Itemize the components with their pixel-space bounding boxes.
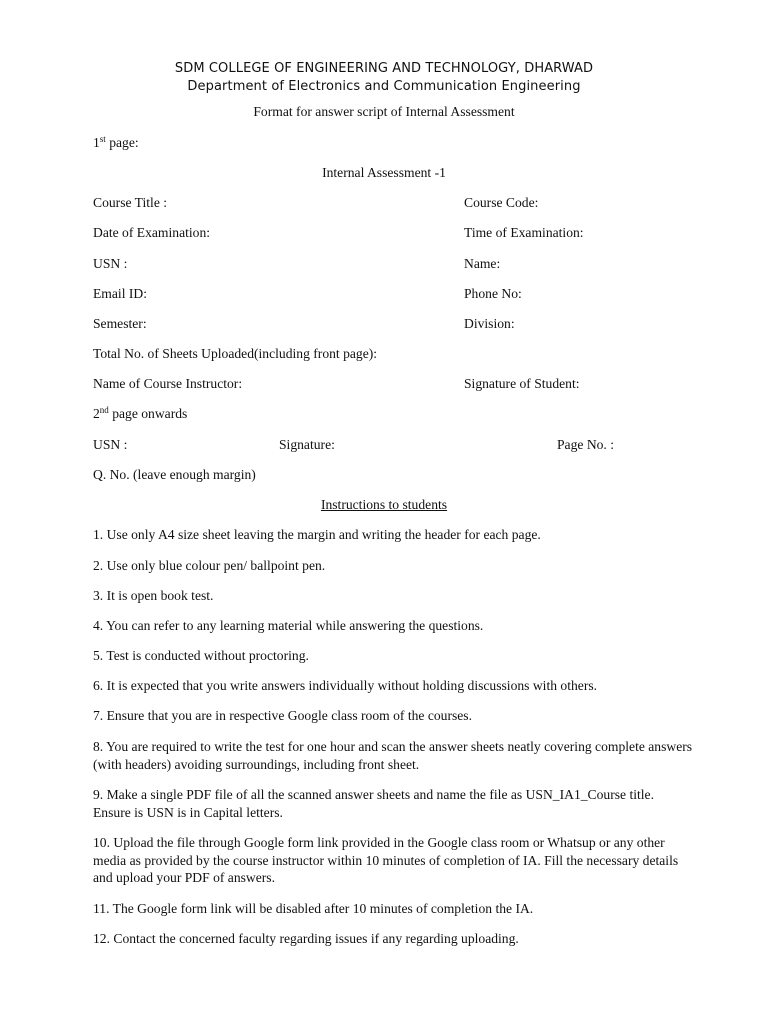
instruction-item-5: 5. Test is conducted without proctoring. [93,648,309,663]
instructions-heading: Instructions to students [320,497,448,512]
instruction-item-8: 8. You are required to write the test for one hour and scan the answer sheets neatly covering complete answers (with headers) avoiding surroundings, including front sheet. [93,739,693,772]
division-label: Division: [464,316,515,331]
instruction-item-11: 11. The Google form link will be disabled after 10 minutes of completion the IA. [93,901,534,916]
name-label: Name: [464,256,501,271]
first-page-label: 1st page: [93,134,139,150]
course-title-label: Course Title : [93,195,168,210]
signature-label-page2: Signature: [279,437,335,452]
course-code-label: Course Code: [464,195,539,210]
college-name: SDM COLLEGE OF ENGINEERING AND TECHNOLOGY, DHARWAD [174,61,594,76]
instruction-item-4: 4. You can refer to any learning material while answering the questions. [93,618,484,633]
phone-label: Phone No: [464,286,522,301]
instruction-item-6: 6. It is expected that you write answers individually without holding discussions with others. [93,678,598,693]
time-of-exam-label: Time of Examination: [464,225,584,240]
usn-label-page2: USN : [93,437,128,452]
department-name: Department of Electronics and Communication Engineering [187,79,581,94]
instruction-item-12: 12. Contact the concerned faculty regarding issues if any regarding uploading. [93,931,519,946]
question-number-label: Q. No. (leave enough margin) [93,467,256,482]
total-sheets-label: Total No. of Sheets Uploaded(including front page): [93,346,378,361]
page-number-label: Page No. : [557,437,615,452]
instruction-item-3: 3. It is open book test. [93,588,214,603]
instruction-item-7: 7. Ensure that you are in respective Google class room of the courses. [93,708,472,723]
assessment-title: Internal Assessment -1 [322,165,446,180]
date-of-exam-label: Date of Examination: [93,225,211,240]
second-page-label: 2nd page onwards [93,405,188,421]
student-signature-label: Signature of Student: [464,376,580,391]
instruction-item-9: 9. Make a single PDF file of all the scanned answer sheets and name the file as USN_IA1_Course title. Ensure is USN is in Capital letters. [93,787,654,820]
email-label: Email ID: [93,286,147,301]
usn-label: USN : [93,256,128,271]
instruction-item-1: 1. Use only A4 size sheet leaving the margin and writing the header for each page. [93,527,541,542]
instruction-item-10: 10. Upload the file through Google form link provided in the Google class room or Whatsup or any other media as provided by the course instructor within 10 minutes of completion of IA. Fill the necessary details and upload your PDF of answers. [93,835,679,885]
format-title: Format for answer script of Internal Assessment [253,104,515,119]
instructor-label: Name of Course Instructor: [93,376,243,391]
semester-label: Semester: [93,316,147,331]
instruction-item-2: 2. Use only blue colour pen/ ballpoint pen. [93,558,326,573]
